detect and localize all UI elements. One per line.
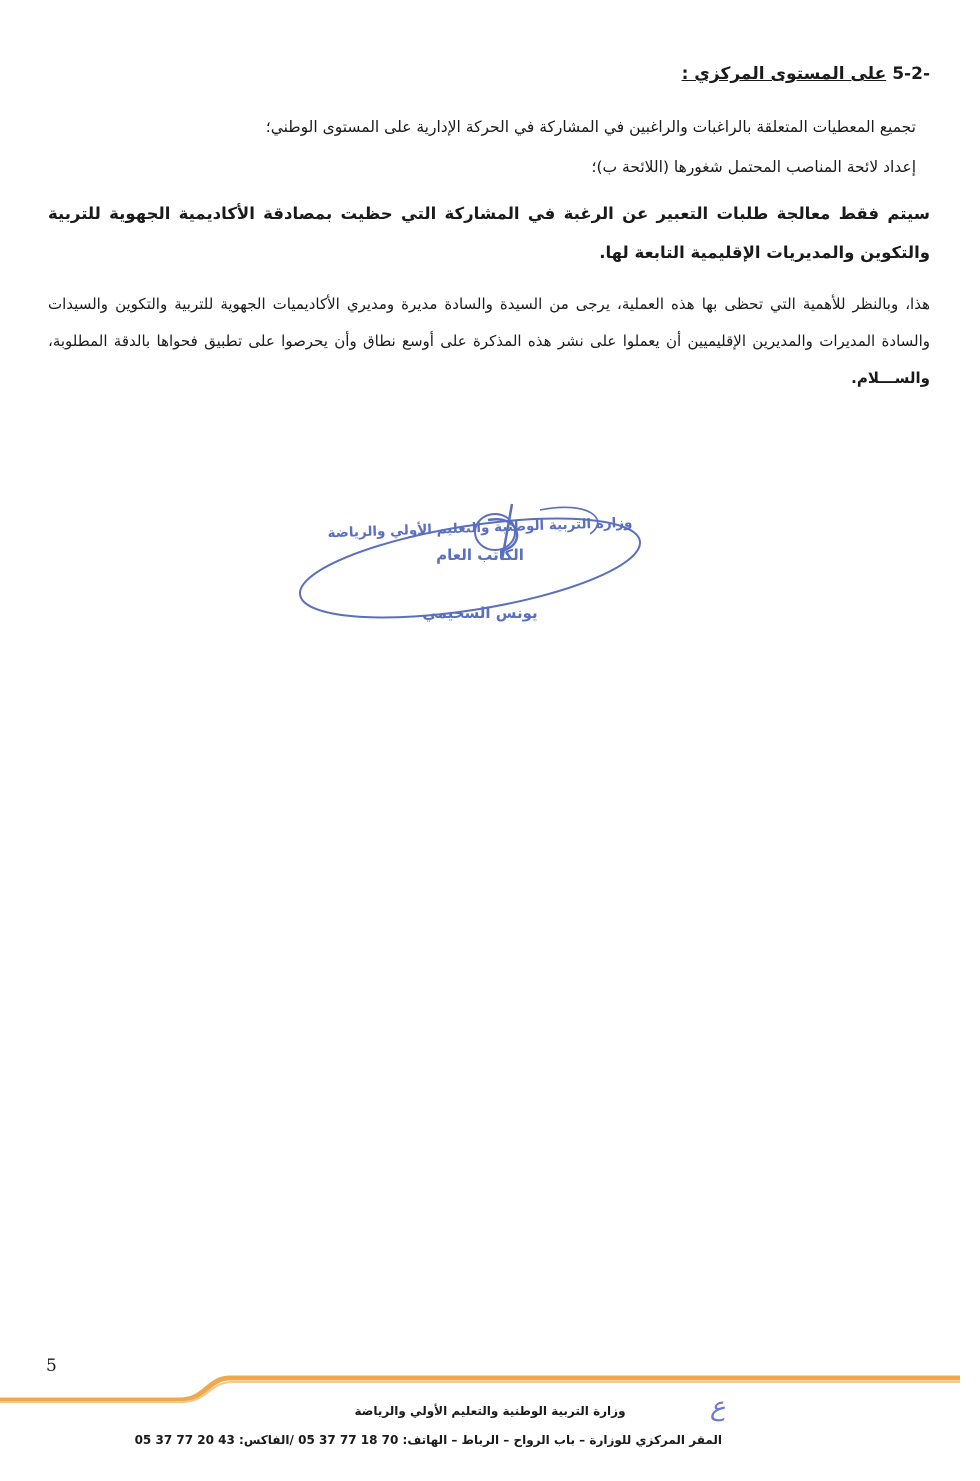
bullet-item: تجميع المعطيات المتعلقة بالراغبات والراغبين في المشاركة في الحركة الإدارية على المستوى الوطني؛	[265, 118, 916, 136]
stamp-name: يونس السحيمي	[422, 604, 538, 622]
signature-stamp	[290, 490, 670, 640]
bold-paragraph: سيتم فقط معالجة طلبات التعبير عن الرغبة في المشاركة التي حظيت بمصادقة الأكاديمية الجهوية للتربية والتكوين والمديريات الإقليمية التابعة لها.	[48, 204, 930, 262]
footer-wave-icon	[0, 1368, 980, 1408]
section-number: -5-2	[892, 64, 930, 84]
salutation: والســـلام.	[851, 369, 930, 387]
footer-address: المقر المركزي للوزارة – باب الرواح – الرباط – الهاتف: 70 18 77 37 05 /الفاكس: 43 20 77 37 05	[134, 1433, 722, 1447]
footer-ministry: وزارة التربية الوطنية والتعليم الأولي والرياضة	[354, 1404, 626, 1418]
stamp-role: الكاتب العام	[436, 546, 524, 564]
section-heading	[50, 64, 930, 84]
bullet-item: إعداد لائحة المناصب المحتمل شغورها (اللائحة ب)؛	[591, 158, 916, 176]
section-title: على المستوى المركزي :	[681, 64, 887, 84]
closing-paragraph	[48, 286, 930, 397]
closing-text: هذا، وبالنظر للأهمية التي تحظى بها هذه العملية، يرجى من السيدة والسادة مديرة ومديري الأكاديميات الجهوية للتربية والتكوين والسيدات والسادة المديرات والمديرين الإقليميين أن يعملوا على نشر هذه المذكرة على أوسع نطاق وأن يحرصوا على تطبيق فحواها بالدقة المطلوبة،	[48, 295, 930, 350]
stamp-ministry: وزارة التربية الوطنية والتعليم الأولي والرياضة	[327, 514, 633, 542]
page-number: 5	[46, 1356, 57, 1376]
logo-mark-icon: ع	[710, 1392, 726, 1422]
